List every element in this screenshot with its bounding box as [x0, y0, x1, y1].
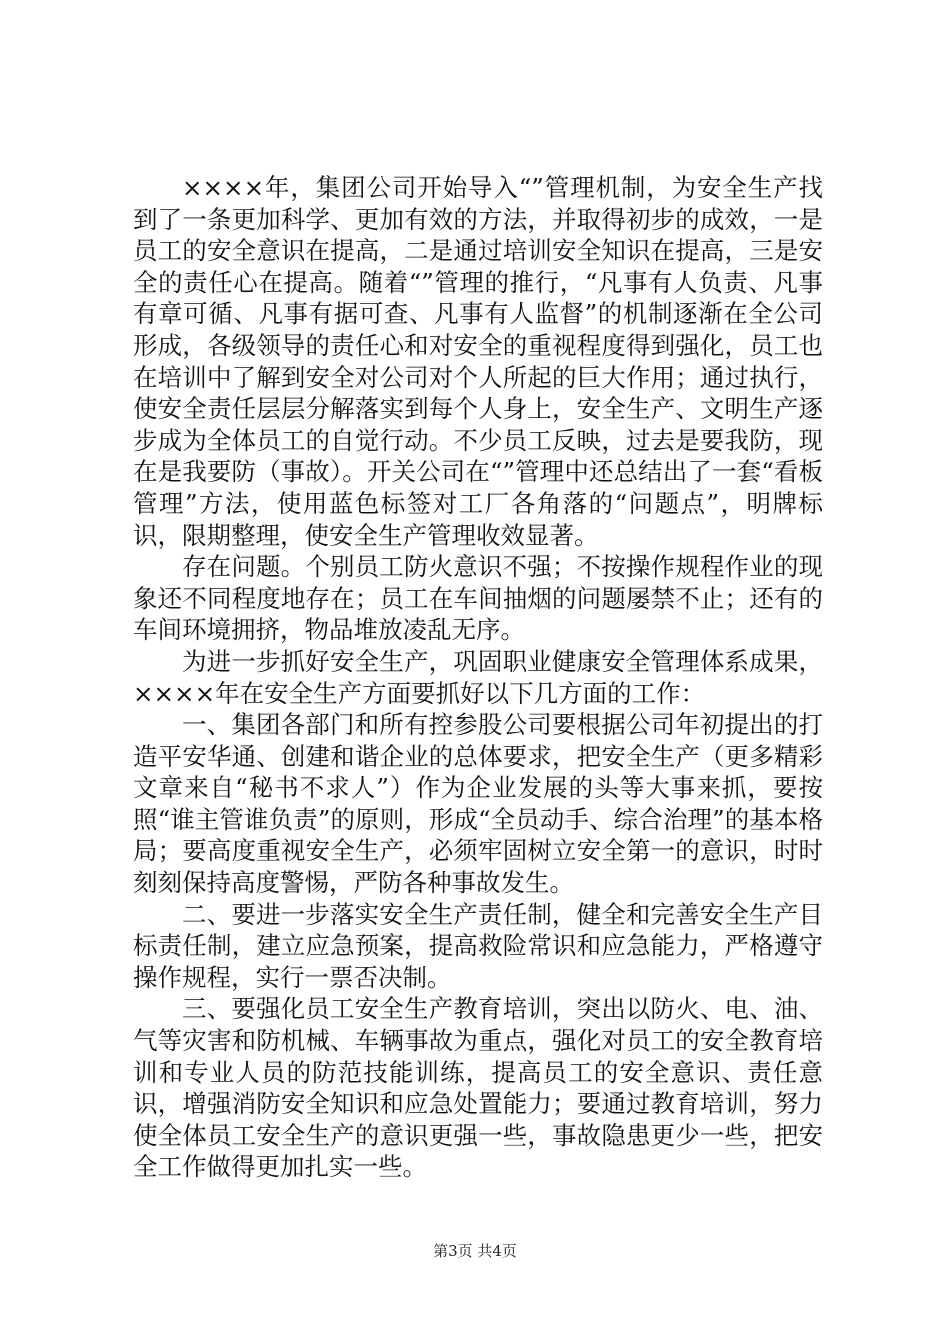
page-number-footer: 第3页 共4页 — [433, 1242, 517, 1260]
paragraph-plan: 为进一步抓好安全生产，巩固职业健康安全管理体系成果，××××年在安全生产方面要抓好以下几方面的工作： — [133, 646, 823, 708]
document-body — [133, 172, 823, 1183]
paragraph-problems: 存在问题。个别员工防火意识不强；不按操作规程作业的现象还不同程度地存在；员工在车间抽烟的问题屡禁不止；还有的车间环境拥挤，物品堆放凌乱无序。 — [133, 552, 823, 645]
paragraph-item-3: 三、要强化员工安全生产教育培训，突出以防火、电、油、气等灾害和防机械、车辆事故为重点，强化对员工的安全教育培训和专业人员的防范技能训练，提高员工的安全意识、责任意识，增强消防安全知识和应急处置能力；要通过教育培训，努力使全体员工安全生产的意识更强一些，事故隐患更少一些，把安全工作做得更加扎实一些。 — [133, 994, 823, 1182]
paragraph-item-2: 二、要进一步落实安全生产责任制，健全和完善安全生产目标责任制，建立应急预案，提高救险常识和应急能力，严格遵守操作规程，实行一票否决制。 — [133, 899, 823, 992]
paragraph-item-1: 一、集团各部门和所有控参股公司要根据公司年初提出的打造平安华通、创建和谐企业的总体要求，把安全生产（更多精彩文章来自“秘书不求人”）作为企业发展的头等大事来抓，要按照“谁主管谁负责”的原则，形成“全员动手、综合治理”的基本格局；要高度重视安全生产，必须牢固树立安全第一的意识，时时刻刻保持高度警惕，严防各种事故发生。 — [133, 710, 823, 898]
paragraph-intro: ××××年，集团公司开始导入“”管理机制，为安全生产找到了一条更加科学、更加有效的方法，并取得初步的成效，一是员工的安全意识在提高，二是通过培训安全知识在提高，三是安全的责任心在提高。随着“”管理的推行，“凡事有人负责、凡事有章可循、凡事有据可查、凡事有人监督”的机制逐渐在全公司形成，各级领导的责任心和对安全的重视程度得到强化，员工也在培训中了解到安全对公司对个人所起的巨大作用；通过执行，使安全责任层层分解落实到每个人身上，安全生产、文明生产逐步成为全体员工的自觉行动。不少员工反映，过去是要我防，现在是我要防（事故）。开关公司在“”管理中还总结出了一套“看板管理”方法，使用蓝色标签对工厂各角落的“问题点”，明牌标识，限期整理，使安全生产管理收效显著。 — [133, 173, 823, 550]
